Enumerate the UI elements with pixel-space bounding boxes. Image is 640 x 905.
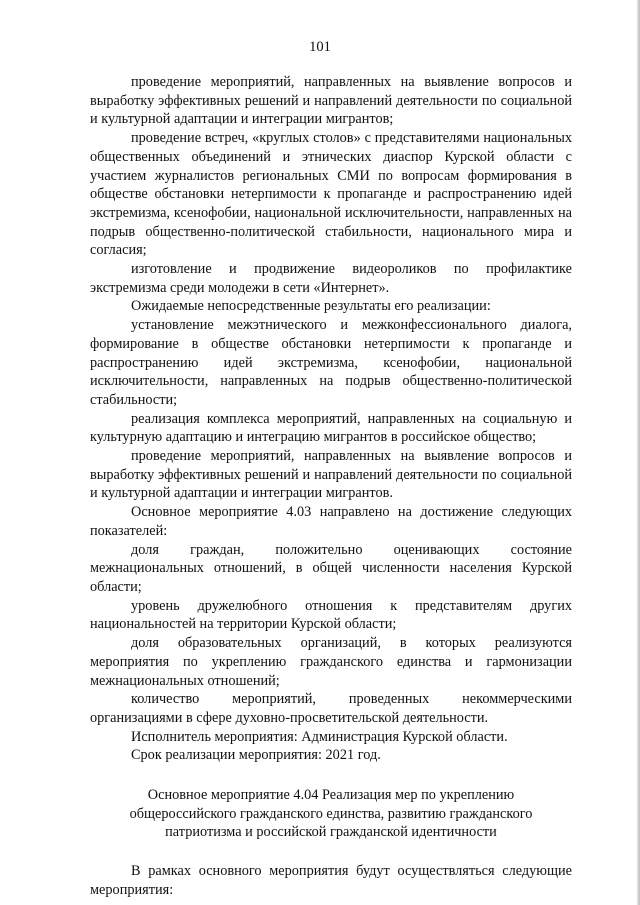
document-body xyxy=(90,73,572,900)
paragraph: проведение мероприятий, направленных на выявление вопросов и выработку эффективных решений и направлений деятельности по социальной и культурной адаптации и интеграции мигрантов. xyxy=(90,448,572,502)
paragraph: проведение мероприятий, направленных на выявление вопросов и выработку эффективных решений и направлений деятельности по социальной и культурной адаптации и интеграции мигрантов; xyxy=(90,74,572,128)
paragraph: В рамках основного мероприятия будут осуществляться следующие мероприятия: xyxy=(90,863,572,898)
page-number: 101 xyxy=(309,39,331,55)
paragraph: реализация комплекса мероприятий, направленных на социальную и культурную адаптацию и интеграцию мигрантов в российское общество; xyxy=(90,410,572,446)
paragraph: Исполнитель мероприятия: Администрация Курской области. xyxy=(131,728,508,745)
paragraph: количество мероприятий, проведенных некоммерческими организациями в сфере духовно-просветительской деятельности. xyxy=(90,691,572,726)
paragraph: проведение встреч, «круглых столов» с представителями национальных общественных объединений и этнических диаспор Курской области с участием журналистов региональных СМИ по вопросам формирования в обществе обстановки нетерпимости к пропаганде и распространению идей экстремизма, ксенофобии, национальной исключительности, направленных на подрыв общественно-политической стабильности, национального мира и согласия; xyxy=(90,130,572,259)
paragraph: Ожидаемые непосредственные результаты его реализации: xyxy=(131,298,491,315)
paragraph: Основное мероприятие 4.03 направлено на достижение следующих показателей: xyxy=(90,504,572,539)
paragraph: Срок реализации мероприятия: 2021 год. xyxy=(131,747,381,764)
section-heading xyxy=(90,786,572,842)
paragraph: уровень дружелюбного отношения к представителям других национальностей на территории Курской области; xyxy=(90,597,572,633)
heading-line: патриотизма и российской гражданской идентичности xyxy=(165,824,497,841)
paragraph: доля образовательных организаций, в которых реализуются мероприятия по укреплению гражданского единства и гармонизации межнациональных отношений; xyxy=(90,635,572,689)
heading-line: общероссийского гражданского единства, развитию гражданского xyxy=(129,805,533,822)
paragraph: установление межэтнического и межконфессионального диалога, формирование в обществе обстановки нетерпимости к пропаганде и распространению идей экстремизма, ксенофобии, национальной исключительности, направленных на подрыв общественно-политической стабильности; xyxy=(90,317,572,408)
paragraph: изготовление и продвижение видеороликов по профилактике экстремизма среди молодежи в сети «Интернет». xyxy=(90,261,572,296)
paragraph: доля граждан, положительно оценивающих состояние межнациональных отношений, в общей численности населения Курской области; xyxy=(90,541,572,595)
heading-line: Основное мероприятие 4.04 Реализация мер по укреплению xyxy=(147,787,515,804)
